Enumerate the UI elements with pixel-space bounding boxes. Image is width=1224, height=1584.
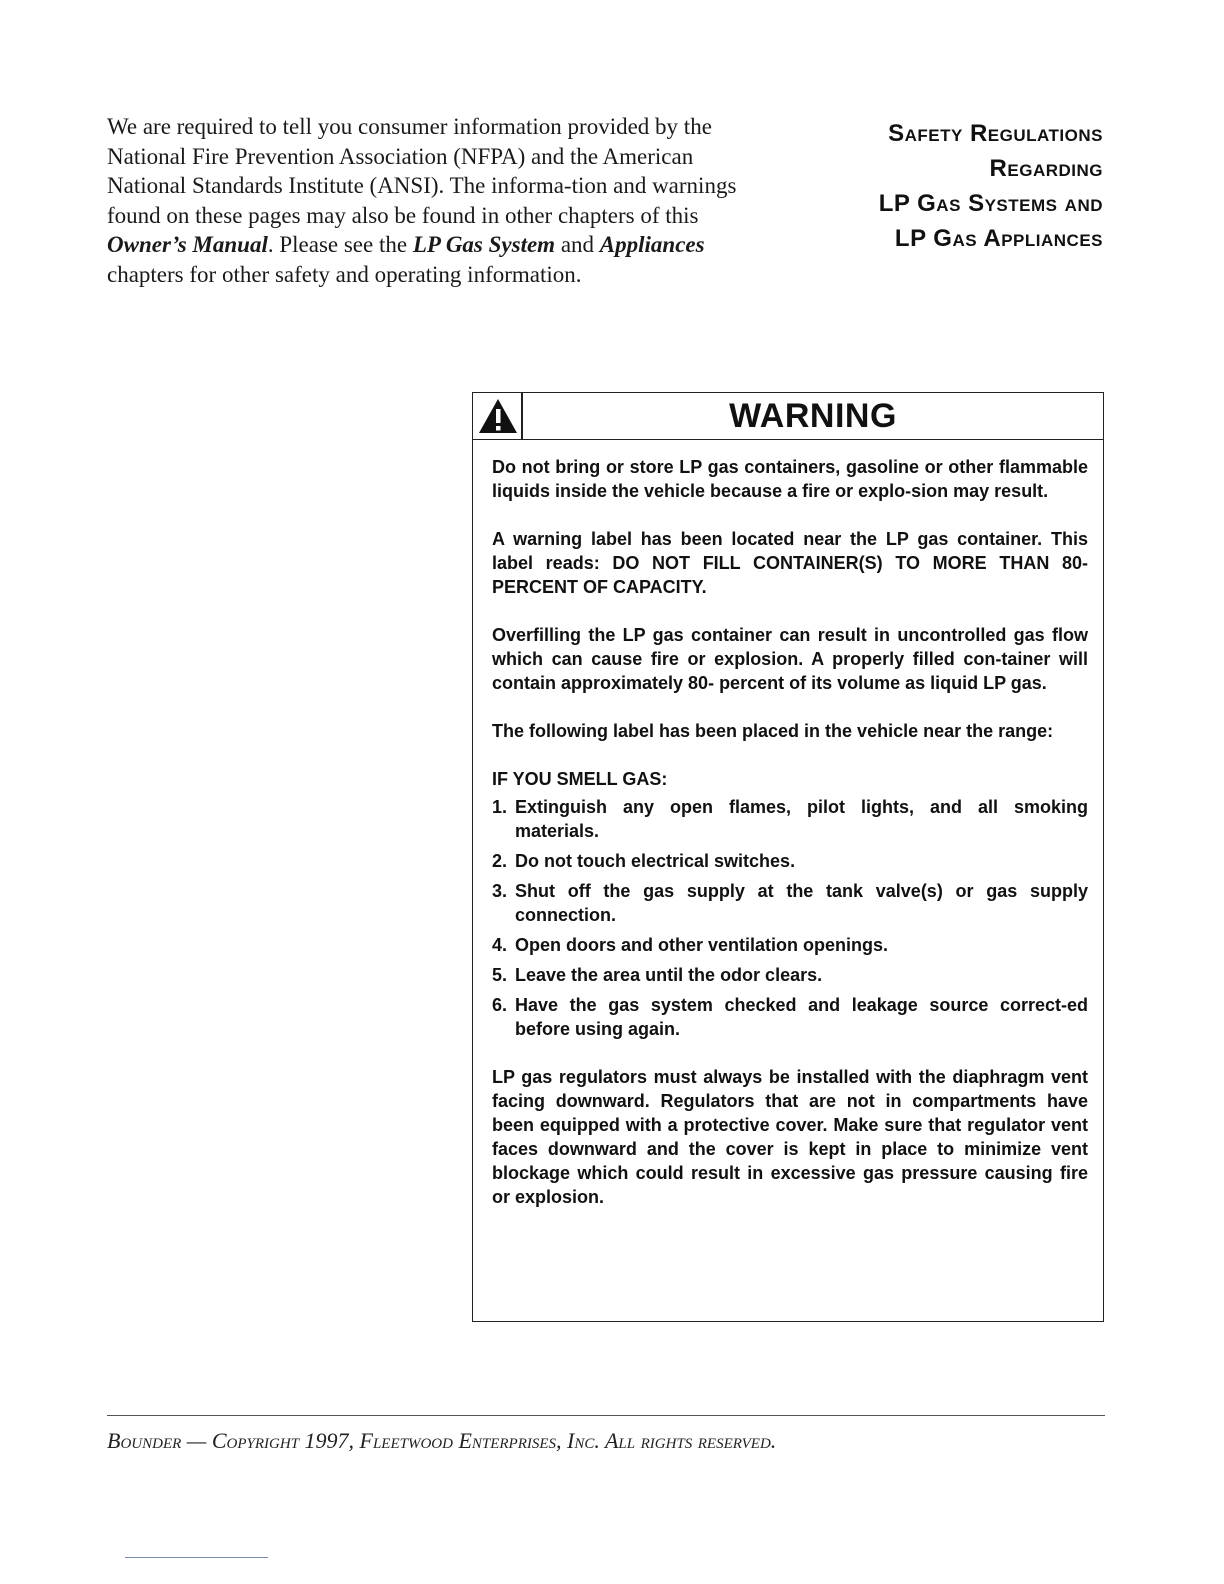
section-title-line-3: LP Gas Systems and xyxy=(878,190,1103,217)
step-text: Do not touch electrical switches. xyxy=(515,851,796,871)
step-text: Extinguish any open flames, pilot lights, and all smoking materials. xyxy=(515,797,1088,841)
footer-divider xyxy=(107,1415,1105,1416)
step-text: Leave the area until the odor clears. xyxy=(515,965,823,985)
smell-gas-heading: IF YOU SMELL GAS: xyxy=(492,769,668,789)
warning-body xyxy=(492,455,1088,1233)
intro-text-1: We are required to tell you consumer information provided by the National Fire Prevention Association (NFPA) and the American National Standards Institute (ANSI). The informa-tion and warnings found on these pages may also be found in other chapters of this xyxy=(107,114,737,228)
warning-title: WARNING xyxy=(729,397,897,435)
step-number: 2. xyxy=(492,851,508,871)
list-item xyxy=(492,993,1088,1041)
list-item xyxy=(492,933,1088,957)
intro-text-2: . Please see the xyxy=(267,232,413,257)
warning-paragraph-label: A warning label has been located near the LP gas container. This label reads: DO NOT FILL CONTAINER(S) TO MORE THAN 80-PERCENT OF CAPACITY. xyxy=(492,529,1088,597)
section-title-line-4: LP Gas Appliances xyxy=(894,225,1103,252)
step-number: 3. xyxy=(492,881,508,901)
warning-box xyxy=(472,392,1104,1322)
step-number: 5. xyxy=(492,965,508,985)
smell-gas-steps xyxy=(492,795,1088,1041)
warning-paragraph-range-label: The following label has been placed in the vehicle near the range: xyxy=(492,721,1054,741)
section-title xyxy=(743,116,1103,256)
step-number: 4. xyxy=(492,935,508,955)
intro-paragraph xyxy=(107,112,747,289)
list-item xyxy=(492,849,1088,873)
warning-paragraph-regulators: LP gas regulators must always be installed with the diaphragm vent facing downward. Regulators that are not in compartments have been equipped with a protective cover. Make sure that regulator vent faces downward and the cover is kept in place to minimize vent blockage which could result in excessive gas pressure causing fire or explosion. xyxy=(492,1067,1088,1207)
section-title-line-2: Regarding xyxy=(989,155,1103,182)
step-text: Have the gas system checked and leakage source correct-ed before using again. xyxy=(515,995,1088,1039)
intro-text-3: and xyxy=(555,232,600,257)
footer-copyright: Bounder — Copyright 1997, Fleetwood Enterprises, Inc. All rights reserved. xyxy=(107,1428,777,1453)
intro-text-4: chapters for other safety and operating information. xyxy=(107,261,582,287)
list-item xyxy=(492,879,1088,927)
appliances-ref: Appliances xyxy=(599,232,705,257)
step-text: Open doors and other ventilation openings. xyxy=(515,935,889,955)
bottom-margin-mark xyxy=(125,1557,268,1558)
warning-triangle-icon xyxy=(477,397,519,435)
step-text: Shut off the gas supply at the tank valve(s) or gas supply connection. xyxy=(515,881,1088,925)
warning-paragraph-overfill: Overfilling the LP gas container can result in uncontrolled gas flow which can cause fire or explosion. A properly filled con-tainer will contain approximately 80- percent of its volume as liquid LP gas. xyxy=(492,625,1088,693)
owners-manual-ref: Owner’s Manual xyxy=(107,232,268,257)
warning-header xyxy=(473,393,1103,440)
step-number: 6. xyxy=(492,995,508,1015)
lp-gas-system-ref: LP Gas System xyxy=(412,232,556,257)
step-number: 1. xyxy=(492,797,508,817)
warning-paragraph-storage: Do not bring or store LP gas containers, gasoline or other flammable liquids inside the vehicle because a fire or explo-sion may result. xyxy=(492,457,1088,501)
list-item xyxy=(492,795,1088,843)
list-item xyxy=(492,963,1088,987)
section-title-line-1: Safety Regulations xyxy=(888,120,1103,147)
